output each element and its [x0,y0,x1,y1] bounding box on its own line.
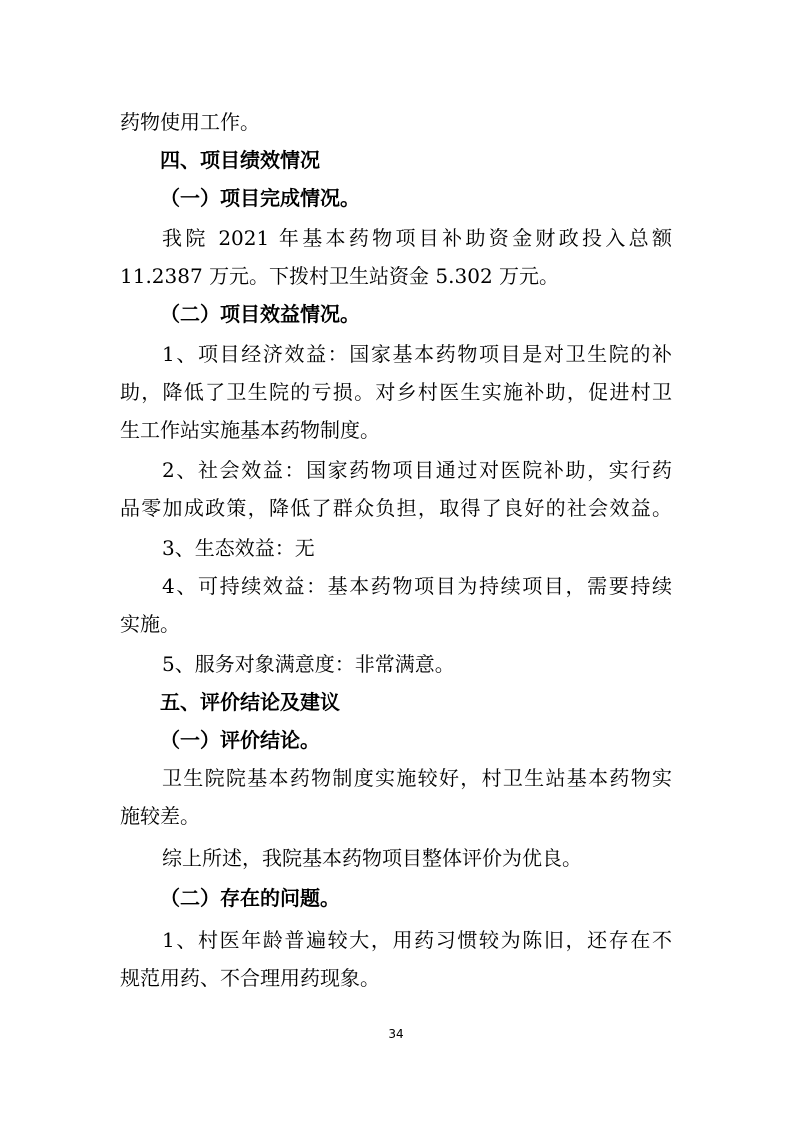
paragraph-line: 5、服务对象满意度：非常满意。 [162,652,455,676]
paragraph-line: 1、村医年龄普遍较大，用药习惯较为陈旧，还存在不 [162,928,672,952]
paragraph-line: 2、社会效益：国家药物项目通过对医院补助，实行药 [162,458,672,482]
paragraph-line: 实施。 [120,612,180,636]
paragraph-line: 生工作站实施基本药物制度。 [120,418,380,442]
paragraph-line: 卫生院院基本药物制度实施较好，村卫生站基本药物实 [162,766,672,790]
subsection-heading-benefits: （二）项目效益情况。 [160,302,360,326]
paragraph-line: 规范用药、不合理用药现象。 [120,966,380,990]
section-heading-performance: 四、项目绩效情况 [160,148,320,172]
paragraph-line: 我院 2021 年基本药物项目补助资金财政投入总额 [162,226,672,250]
paragraph-line: 4、可持续效益：基本药物项目为持续项目，需要持续 [162,574,672,598]
paragraph-line: 施较差。 [120,804,200,828]
page-number: 34 [388,1027,404,1041]
paragraph-line: 11.2387 万元。下拨村卫生站资金 5.302 万元。 [120,264,560,288]
subsection-heading-problems: （二）存在的问题。 [160,886,340,910]
paragraph-line: 综上所述，我院基本药物项目整体评价为优良。 [162,846,582,870]
paragraph-line: 药物使用工作。 [120,110,260,134]
paragraph-line: 3、生态效益：无 [162,536,315,560]
subsection-heading-evaluation: （一）评价结论。 [160,728,320,752]
paragraph-line: 助，降低了卫生院的亏损。对乡村医生实施补助，促进村卫 [120,380,672,404]
subsection-heading-completion: （一）项目完成情况。 [160,186,360,210]
section-heading-conclusion: 五、评价结论及建议 [160,690,340,714]
paragraph-line: 1、项目经济效益：国家基本药物项目是对卫生院的补 [162,342,672,366]
paragraph-line: 品零加成政策，降低了群众负担，取得了良好的社会效益。 [120,496,672,520]
